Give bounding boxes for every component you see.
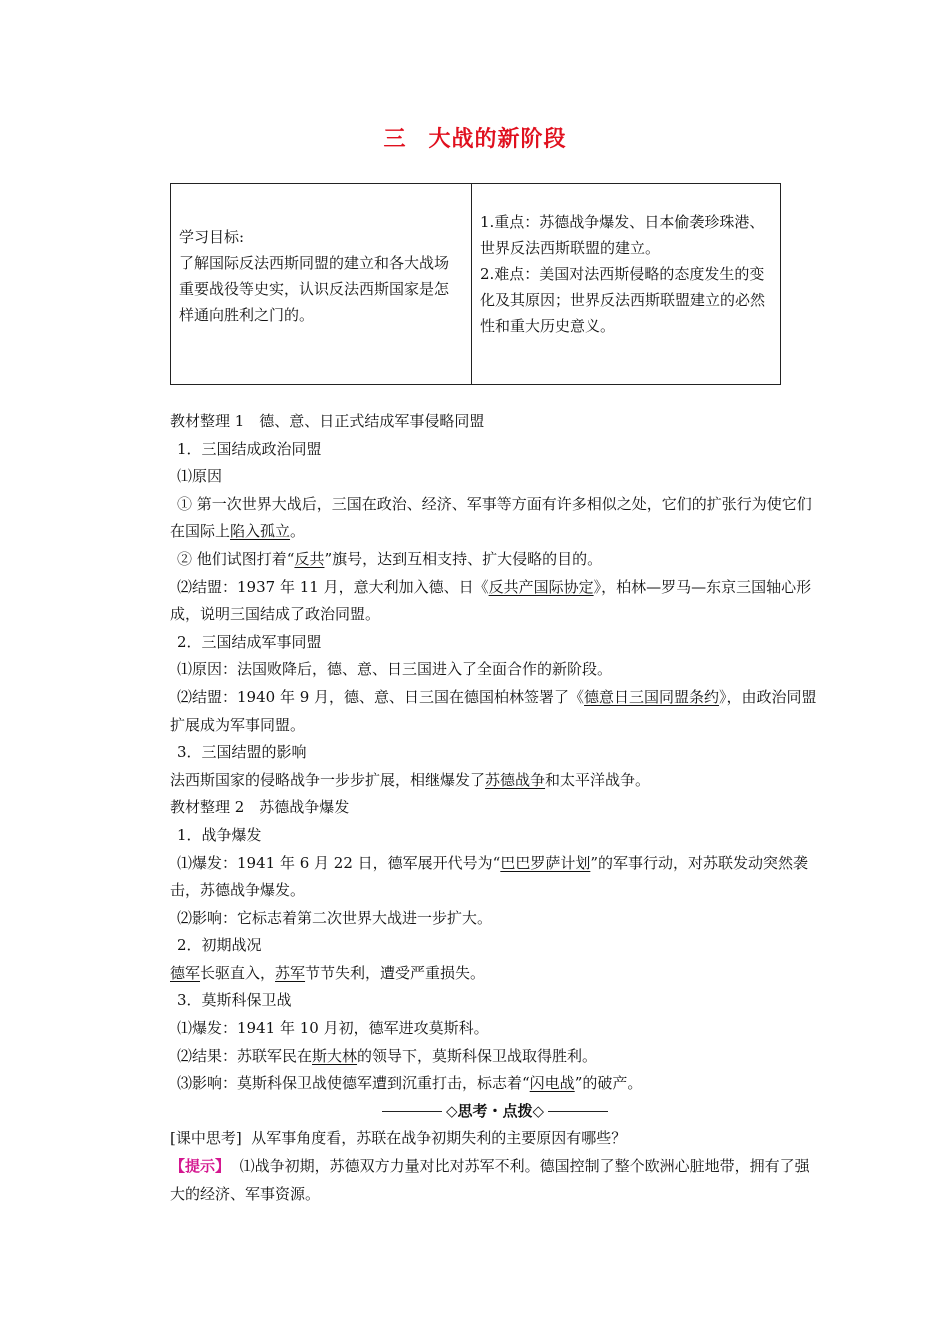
s1-paragraph-1: ① 第一次世界大战后，三国在政治、经济、军事等方面有许多相似之处，它们的扩张行为使它们在国际上陷入孤立。 bbox=[170, 494, 812, 541]
underlined-term: 反共产国际协定 bbox=[488, 577, 594, 596]
underlined-term: 德军 bbox=[170, 963, 201, 982]
goals-right-cell bbox=[472, 184, 780, 384]
s1-heading-1: 1．三国结成政治同盟 bbox=[177, 439, 322, 458]
main-content bbox=[170, 408, 820, 1208]
lesson-number: 三 bbox=[383, 126, 407, 152]
s2-paragraph-4: ⑴爆发：1941 年 10 月初，德军进攻莫斯科。 bbox=[177, 1019, 489, 1038]
s1-paragraph-2: ② 他们试图打着“反共”旗号，达到互相支持、扩大侵略的目的。 bbox=[177, 549, 603, 568]
divider-label: ◇思考・点拨◇ bbox=[445, 1101, 545, 1120]
s1-heading-3: 3．三国结盟的影响 bbox=[177, 743, 307, 762]
learning-goals-table bbox=[170, 183, 781, 385]
s1-paragraph-5: ⑵结盟：1940 年 9 月，德、意、日三国在德国柏林签署了《德意日三国同盟条约》，由政治同盟扩展成为军事同盟。 bbox=[170, 687, 817, 734]
underlined-term: 斯大林 bbox=[312, 1046, 358, 1065]
s2-paragraph-2: ⑵影响：它标志着第二次世界大战进一步扩大。 bbox=[177, 908, 493, 927]
s2-paragraph-3: 德军长驱直入，苏军节节失利，遭受严重损失。 bbox=[170, 963, 486, 982]
goals-left-cell bbox=[171, 184, 472, 384]
s2-paragraph-5: ⑵结果：苏联军民在斯大林的领导下，莫斯科保卫战取得胜利。 bbox=[177, 1046, 598, 1065]
divider-line-left bbox=[382, 1111, 442, 1112]
underlined-term: 反共 bbox=[294, 549, 325, 568]
underlined-term: 巴巴罗萨计划 bbox=[500, 853, 591, 872]
hint-label: 【提示】 bbox=[170, 1157, 231, 1176]
think-divider bbox=[170, 1098, 820, 1126]
underlined-term: 苏德战争 bbox=[485, 770, 546, 789]
s1-paragraph-6: 法西斯国家的侵略战争一步步扩展，相继爆发了苏德战争和太平洋战争。 bbox=[170, 770, 651, 789]
hint-text: ⑴战争初期，苏德双方力量对比对苏军不利。德国控制了整个欧洲心脏地带，拥有了强大的经济、军事资源。 bbox=[170, 1157, 810, 1203]
key-points: 1.重点：苏德战争爆发、日本偷袭珍珠港、世界反法西斯联盟的建立。 bbox=[480, 213, 765, 257]
s1-sub-reason: ⑴原因 bbox=[177, 467, 223, 486]
underlined-term: 闪电战 bbox=[529, 1074, 575, 1093]
s1-paragraph-3: ⑵结盟：1937 年 11 月，意大利加入德、日《反共产国际协定》，柏林—罗马—东京三国轴心形成，说明三国结成了政治同盟。 bbox=[170, 577, 812, 624]
section-2-title: 教材整理 2 苏德战争爆发 bbox=[170, 798, 350, 817]
underlined-term: 苏军 bbox=[275, 963, 306, 982]
underlined-term: 德意日三国同盟条约 bbox=[584, 687, 720, 706]
s1-paragraph-4: ⑴原因：法国败降后，德、意、日三国进入了全面合作的新阶段。 bbox=[177, 660, 613, 679]
s2-heading-1: 1．战争爆发 bbox=[177, 825, 262, 844]
question-label: [课中思考] bbox=[170, 1129, 242, 1148]
divider-line-right bbox=[548, 1111, 608, 1112]
page-title bbox=[0, 122, 950, 153]
class-question bbox=[170, 1125, 820, 1153]
s2-heading-3: 3．莫斯科保卫战 bbox=[177, 991, 292, 1010]
s2-heading-2: 2．初期战况 bbox=[177, 936, 262, 955]
lesson-title: 大战的新阶段 bbox=[428, 126, 567, 152]
hint-paragraph bbox=[170, 1153, 820, 1208]
section-1-title: 教材整理 1 德、意、日正式结成军事侵略同盟 bbox=[170, 412, 485, 430]
goals-label: 学习目标: bbox=[179, 228, 245, 246]
s1-heading-2: 2．三国结成军事同盟 bbox=[177, 632, 322, 651]
question-text: 从军事角度看，苏联在战争初期失利的主要原因有哪些？ bbox=[251, 1129, 627, 1148]
s2-paragraph-6: ⑶影响：莫斯科保卫战使德军遭到沉重打击，标志着“闪电战”的破产。 bbox=[177, 1074, 643, 1093]
goals-text: 了解国际反法西斯同盟的建立和各大战场重要战役等史实，认识反法西斯国家是怎样通向胜利之门的。 bbox=[179, 254, 450, 324]
underlined-term: 陷入孤立 bbox=[230, 522, 291, 541]
s2-paragraph-1: ⑴爆发：1941 年 6 月 22 日，德军展开代号为“巴巴罗萨计划”的军事行动，对苏联发动突然袭击，苏德战争爆发。 bbox=[170, 853, 809, 900]
difficult-points: 2.难点：美国对法西斯侵略的态度发生的变化及其原因；世界反法西斯联盟建立的必然性和重大历史意义。 bbox=[480, 265, 766, 335]
